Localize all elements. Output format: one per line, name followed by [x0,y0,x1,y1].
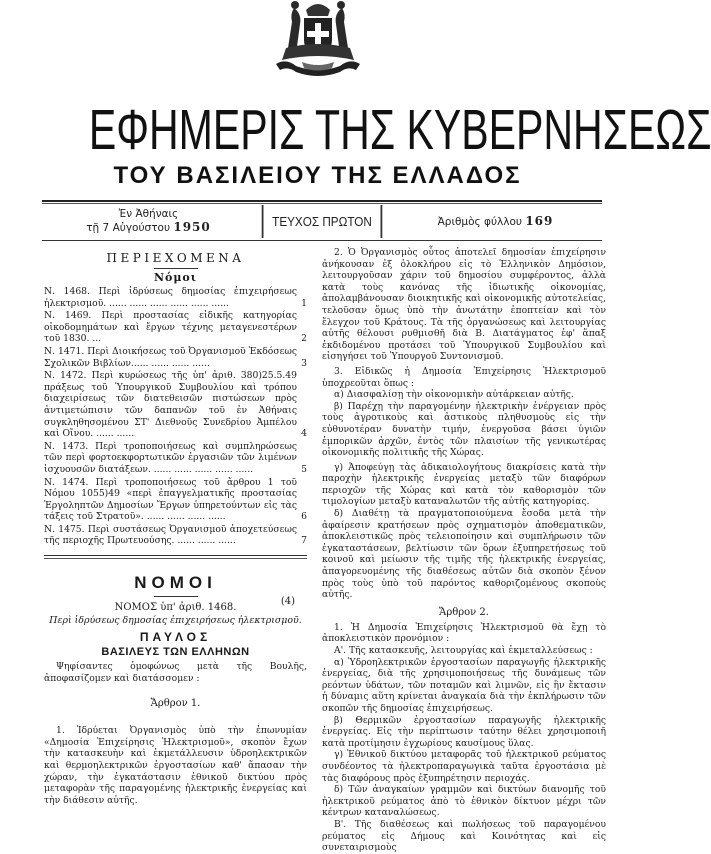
article-1-paragraph-2: 2. Ὁ Ὀργανισμὸς οὗτος ἀποτελεῖ δημοσίαν ἐπιχείρησιν ἀνήκουσαν ἐξ ὁλοκλήρου εἰς τὸ Ἑλληνικὸν Δημόσιον, λειτουργοῦσαν χάριν τοῦ δημοσίου συμφέροντος, ἀλλὰ κατὰ τοὺς κανόνας τῆς ἰδιωτικῆς οἰκονομίας, ἀπολαμβάνουσαν διοικητικῆς καὶ οἰκονομικῆς αὐτοτελείας, τελοῦσαν ὅμως ὑπὸ τὴν ἀνωτάτην ἐποπτείαν καὶ τὸν ἔλεγχον τοῦ Κράτους. Τὰ τῆς ὀργανώσεως καὶ λειτουργίας αὐτῆς θέλουσι ρυθμισθῆ διὰ Β. Διατάγματος ἐφ' ἅπαξ ἐκδιδομένου προτάσει τοῦ Ὑπουργικοῦ Συμβουλίου καὶ εἰσηγήσει τοῦ Ὑπουργοῦ Συντονισμοῦ. [322,247,606,363]
issue-year: 1950 [173,220,211,234]
article-1-paragraph-1: 1. Ἱδρύεται Ὀργανισμὸς ὑπὸ τὴν ἐπωνυμίαν «Δημοσία Ἐπιχείρησις Ἠλεκτρισμοῦ», σκοπὸν ἔχων τὴν κατασκευὴν καὶ ἐκμετάλλευσιν ὑδροηλεκτρικῶν καὶ θερμοηλεκτρικῶν ἐργοστασίων καθ' ἅπασαν τὴν χώραν, τὴν ἐγκατάστασιν ἐθνικοῦ δικτύου πρὸς μεταφορὰν τῆς παραγομένης ἠλεκτρικῆς ἐνεργείας καὶ τὴν διάθεσιν αὐτῆς. [44,725,307,806]
laws-section-title: ΝΟΜΟΙ [134,573,217,593]
contents-item-number: Ν. 1468. [44,286,90,297]
header-bottom-rule [42,240,602,241]
contents-item-page: 4 [301,428,307,440]
issue-place: Ἐν Ἀθήναις [118,208,179,220]
contents-item-page: 3 [301,357,307,369]
article-1-item-a: α) Διασφαλίσῃ τὴν οἰκονομικὴν αὐτάρκειαν αὐτῆς. [334,389,574,401]
article-2-section-b: Β'. Τῆς διαθέσεως καὶ πωλήσεως τοῦ παραγομένου ρεύματος εἰς Δήμους καὶ Κοινότητας καὶ εἰς συνεταιρισμοὺς [322,818,606,854]
contents-item-text: Περὶ τροποποιήσεως καὶ συμπληρώσεως τῶν περὶ φορτοεκφορτωτικῶν ἐργασιῶν τῶν λιμένων ἰσχυουσῶν διατάξεων. ...... ...... ...... ...... ...... [44,440,298,475]
contents-item-number: Ν. 1473. [44,440,89,452]
contents-item-text: Περὶ κυρώσεως τῆς ὑπ' ἀριθ. 380)25.5.49 πράξεως τοῦ Ὑπουργικοῦ Συμβουλίου καὶ τρόπου διαχειρίσεως τῶν διατεθεισῶν πιστώσεων πρὸς ἀντιμετώπισιν τῶν δαπανῶν τοῦ ἐν Ἀθήναις συγκληθησομένου ΣΤ' Διεθνοῦς Συνεδρίου Ἀμπέλου καὶ Οἴνου. ...... ...... [44,370,298,440]
article-2-title: Ἄρθρον 2. [439,606,489,618]
contents-list [44,286,307,547]
contents-item-text: Περὶ τροποποιήσεως τοῦ ἄρθρου 1 τοῦ Νόμου 1055)49 «περὶ ἐπαγγελματικῆς προστασίας Ἐργοληπτῶν Δημοσίων Ἔργων ὑπηρετούντων εἰς τὰς τάξεις τοῦ Στρατοῦ». ...... ...... ...... ...... [44,476,297,523]
law-number-line [44,596,307,614]
contents-item[interactable] [44,524,307,547]
left-column [44,247,307,806]
contents-item-text: Περὶ Διοικήσεως τοῦ Ὀργανισμοῦ Ἐκδόσεως Σχολικῶν Βιβλίων...... ...... ...... ...... [44,345,297,369]
article-1-item-c: γ) Ἀποφεύγῃ τὰς ἀδικαιολογήτους διακρίσεις κατὰ τὴν παροχὴν ἠλεκτρικῆς ἐνεργείας μεταξὺ τῶν διαφόρων περιοχῶν τῆς Χώρας καὶ κατὰ τὸν καθορισμὸν τῶν τιμολογίων μεταξὺ καταναλωτῶν τῆς αὐτῆς κατηγορίας. [322,461,606,508]
contents-item-number: Ν. 1474. [44,476,89,488]
contents-item-page: 5 [301,463,307,475]
law-title: Περὶ ἱδρύσεως δημοσίας ἐπιχειρήσεως ἠλεκτρισμοῦ. [49,615,302,627]
section-rule [44,555,307,556]
article-2-section-a: Α'. Τῆς κατασκευῆς, λειτουργίας καὶ ἐκμεταλλεύσεως : [334,645,593,656]
contents-subtitle: Νόμοι [153,271,198,284]
contents-item-text: Περὶ ἱδρύσεως δημοσίας ἐπιχειρήσεως ἠλεκτρισμοῦ. ...... ...... ...... ...... ...... ...... [44,286,298,309]
article-1-paragraph-3: 3. Εἰδικῶς ἡ Δημοσία Ἐπιχείρησις Ἠλεκτρισμοῦ ὑποχρεοῦται ὅπως : [322,365,606,389]
law-badge: (4) [280,596,295,608]
header-rule-thin [42,203,602,204]
laws-divider [154,596,198,597]
contents-item-page: 1 [301,297,307,309]
contents-item[interactable] [44,477,307,523]
contents-item-page: 6 [301,511,307,523]
contents-item-number: Ν. 1472. [44,370,87,382]
contents-item-text: Περὶ προστασίας εἰδικῆς κατηγορίας οἰκοδομημάτων καὶ ἔργων τέχνης μεταγενεστέρων τοῦ 1830. ... [44,310,298,345]
king-title: ΒΑΣΙΛΕΥΣ ΤΩΝ ΕΛΛΗΝΩΝ [101,646,250,659]
issue-info-row [42,205,602,238]
contents-item-number: Ν. 1471. [44,345,85,357]
contents-item[interactable] [44,441,307,476]
contents-item[interactable] [44,286,307,309]
issue-date-cell [42,205,255,241]
coat-of-arms-emblem [272,0,364,82]
contents-title: ΠΕΡΙΕΧΟΜΕΝΑ [106,251,245,265]
right-column [322,247,606,854]
contents-item-number: Ν. 1469. [44,310,92,322]
article-2-item-c: γ) Ἐθνικοῦ δικτύου μεταφορᾶς τοῦ ἠλεκτρικοῦ ρεύματος συνδέοντος τὰ ἠλεκτροπαραγωγικὰ ταῦτα ἐργοστάσια μὲ τὰς διαφόρους πρὸς ἐξυπηρέτησιν περιοχάς. [322,749,606,784]
contents-item[interactable] [44,310,307,345]
section-rule-thin [44,558,307,559]
article-2-item-d: δ) Τῶν ἀναγκαίων γραμμῶν καὶ δικτύων διανομῆς τοῦ ἠλεκτρικοῦ ρεύματος ἀπὸ τὸ ἐθνικὸν δίκτυον μέχρι τῶν κέντρων καταναλώσεως. [322,784,606,819]
sheet-number-label: Ἀριθμὸς φύλλου [437,216,522,228]
contents-item-page: 7 [301,535,307,547]
issue-volume: ΤΕΥΧΟΣ ΠΡΩΤΟΝ [262,205,383,238]
contents-item-number: Ν. 1475. [44,523,85,535]
article-1-item-b: β) Παρέχῃ τὴν παραγομένην ἠλεκτρικὴν ἐνέργειαν πρὸς τοὺς ἀγροτικοὺς καὶ ἀστικοὺς πληθυσμοὺς εἰς τὴν εὐθυνοτέραν δυνατὴν τιμήν, ἐνεργοῦσα βάσει ὑγιῶν ἐμπορικῶν ἀρχῶν, ἐντὸς τῶν πλαισίων τῆς γενικωτέρας οἰκονομικῆς πολιτικῆς τῆς Χώρας. [322,400,606,459]
gazette-masthead: ΕΦΗΜΕΡΙΣ ΤΗΣ ΚΥΒΕΡΝΗΣΕΩΣ [88,98,711,162]
contents-item-text: Περὶ συστάσεως Ὀργανισμοῦ ἀποχετεύσεως τῆς περιοχῆς Πρωτευούσης. ...... ...... ...... [44,523,298,547]
issue-date-text: τῇ 7 Αὐγούστου [86,222,171,234]
sheet-number: 169 [525,214,554,228]
contents-item-page: 2 [301,333,307,345]
law-preamble: Ψηφίσαντες ὁμοφώνως μετὰ τῆς Βουλῆς, ἀποφασίζομεν καὶ διατάσσομεν : [44,661,307,684]
article-1-item-d: δ) Διαθέτῃ τὰ πραγματοποιούμενα ἔσοδα μετὰ τὴν ἀφαίρεσιν κρατήσεων πρὸς σχηματισμὸν ἀποθεματικῶν, ἀποκλειστικῶς πρὸς τελειοποίησιν καὶ συμπλήρωσιν τῶν ἐγκαταστάσεων, βελτίωσιν τῶν ὅρων ἐξυπηρετήσεως τοῦ κοινοῦ καὶ μείωσιν τῆς τιμῆς τῆς ἠλεκτρικῆς ἐνεργείας, ἀπαγορευομένης τῆς διαθέσεως αὐτῶν διὰ σκοπὸν ξένον πρὸς τοὺς ὑπὸ τοῦ παρόντος καθοριζομένους σκοποὺς αὐτῆς. [322,508,606,601]
king-name: ΠΑΥΛΟΣ [139,630,212,645]
sheet-number-cell [389,205,602,238]
article-2-item-b: β) Θερμικῶν ἐργοστασίων παραγωγῆς ἠλεκτρικῆς ἐνεργείας. Εἰς τὴν περίπτωσιν ταύτην θέλει χρησιμοποιῆ κατὰ προτίμησιν ἐγχωρίους καυσίμους ὕλας. [322,714,606,749]
contents-item[interactable] [44,346,307,369]
contents-item[interactable] [44,370,307,440]
law-number: ΝΟΜΟΣ ὑπ' ἀριθ. 1468. [114,602,237,614]
header-rule [42,200,602,202]
article-2-item-a: α) Ὑδροηλεκτρικῶν ἐργοστασίων παραγωγῆς ἠλεκτρικῆς ἐνεργείας, διὰ τῆς χρησιμοποιήσεως τῆς δυνάμεως τῶν ρεόντων ὑδάτων, τῶν ποταμῶν καὶ λιμνῶν, εἰς ἣν ἔκτασιν ἡ δύναμις αὕτη κρίνεται ἀναγκαία διὰ τὴν ἐκπλήρωσιν τῶν σκοπῶν τῆς δημοσίας ἐπιχειρήσεως. [322,656,606,714]
article-1-title: Ἄρθρον 1. [150,698,201,710]
gazette-subtitle: ΤΟΥ ΒΑΣΙΛΕΙΟΥ ΤΗΣ ΕΛΛΑΔΟΣ [113,162,522,189]
article-2-paragraph-1: 1. Ἡ Δημοσία Ἐπιχείρησις Ἠλεκτρισμοῦ θὰ ἔχῃ τὸ ἀποκλειστικὸν προνόμιον : [322,621,606,645]
issue-date [42,221,255,235]
contents-divider [154,268,198,269]
